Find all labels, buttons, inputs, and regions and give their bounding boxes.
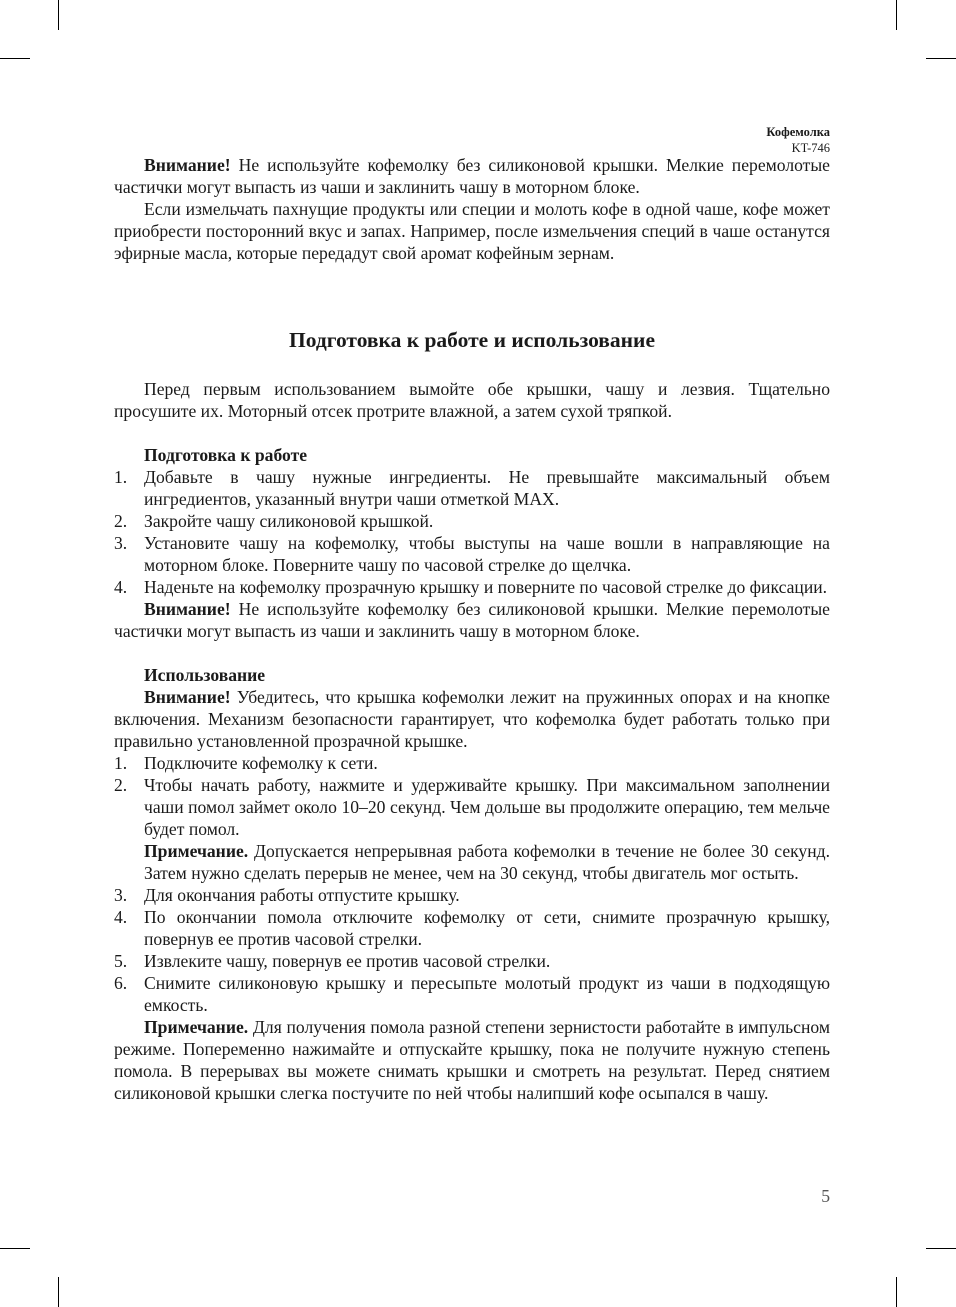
page-content [114, 154, 830, 1104]
usage-title: Использование [144, 665, 266, 685]
warning-label: Внимание! [144, 155, 231, 175]
intro-warning: Внимание! Не используйте кофемолку без силиконовой крышки. Мелкие перемолотые частички могут выпасть из чаши и заклинить чашу в моторном блоке. [114, 155, 830, 197]
section-title: Подготовка к работе и использование [289, 328, 655, 352]
list-item: 6. Снимите силиконовую крышку и пересыпьте молотый продукт из чаши в подходящую емкость. [114, 973, 830, 1015]
warning-label: Внимание! [144, 687, 231, 707]
crop-mark [926, 58, 956, 59]
final-note: Примечание. Для получения помола разной степени зернистости работайте в импульсном режиме. Попеременно нажимайте и отпускайте крышку, пока не получите нужную степень помола. В перерывах вы можете снимать крышки и смотреть на результат. Перед снятием силиконовой крышки слегка постучите по ней чтобы налипший кофе осыпался в чашу. [114, 1017, 830, 1103]
preparation-title: Подготовка к работе [144, 445, 308, 465]
crop-mark [896, 1277, 897, 1307]
header-model: KT-746 [791, 141, 830, 155]
list-item: 1. Добавьте в чашу нужные ингредиенты. Не превышайте максимальный объем ингредиентов, указанный внутри чаши отметкой MAX. [114, 467, 830, 509]
list-item: 3. Для окончания работы отпустите крышку. [114, 885, 460, 905]
note-label: Примечание. [144, 841, 249, 861]
list-item: 4. Наденьте на кофемолку прозрачную крышку и поверните по часовой стрелке до фиксации. [114, 577, 828, 597]
crop-mark [58, 1277, 59, 1307]
usage-steps [114, 752, 830, 1016]
list-item: 1. Подключите кофемолку к сети. [114, 753, 378, 773]
note-label: Примечание. [144, 1017, 249, 1037]
list-item: 4. По окончании помола отключите кофемолку от сети, снимите прозрачную крышку, повернув ее против часовой стрелки. [114, 907, 830, 949]
crop-mark [926, 1248, 956, 1249]
list-item: 3. Установите чашу на кофемолку, чтобы выступы на чаше вошли в направляющие на моторном блоке. Поверните чашу по часовой стрелке до щелчка. [114, 533, 830, 575]
preparation-steps [114, 466, 830, 598]
usage-warning: Внимание! Убедитесь, что крышка кофемолки лежит на пружинных опорах и на кнопке включения. Механизм безопасности гарантирует, что кофемолка будет работать только при правильно установленной прозрачной крышке. [114, 687, 830, 751]
list-item: 2. Закройте чашу силиконовой крышкой. [114, 511, 434, 531]
crop-mark [0, 1248, 30, 1249]
warning-label: Внимание! [144, 599, 231, 619]
page-number: 5 [821, 1186, 830, 1206]
crop-mark [58, 0, 59, 30]
header-product: Кофемолка [766, 125, 830, 139]
preparation-warning: Внимание! Не используйте кофемолку без силиконовой крышки. Мелкие перемолотые частички могут выпасть из чаши и заклинить чашу в моторном блоке. [114, 599, 830, 641]
list-item: 2. Чтобы начать работу, нажмите и удерживайте крышку. При максимальном заполнении чаши помол займет около 10–20 секунд. Чем дольше вы продолжите операцию, тем мельче будет помол. Примечание. Допускается непрерывная работа кофемолки в течение не более 30 секунд. Затем нужно сделать перерыв не менее, чем на 30 секунд, чтобы двигатель мог остыть. [114, 775, 830, 883]
list-item: 5. Извлеките чашу, повернув ее против часовой стрелки. [114, 951, 551, 971]
crop-mark [896, 0, 897, 30]
section-intro: Перед первым использованием вымойте обе крышки, чашу и лезвия. Тщательно просушите их. Моторный отсек протрите влажной, а затем сухой тряпкой. [114, 379, 830, 421]
intro-odors: Если измельчать пахнущие продукты или специи и молоть кофе в одной чаше, кофе может приобрести посторонний вкус и запах. Например, после измельчения специй в чаше останутся эфирные масла, которые передадут свой аромат кофейным зернам. [114, 199, 830, 263]
step-note: Примечание. Допускается непрерывная работа кофемолки в течение не более 30 секунд. Затем нужно сделать перерыв не менее, чем на 30 секунд, чтобы двигатель мог остыть. [144, 841, 830, 883]
crop-mark [0, 58, 30, 59]
running-header [766, 124, 830, 156]
